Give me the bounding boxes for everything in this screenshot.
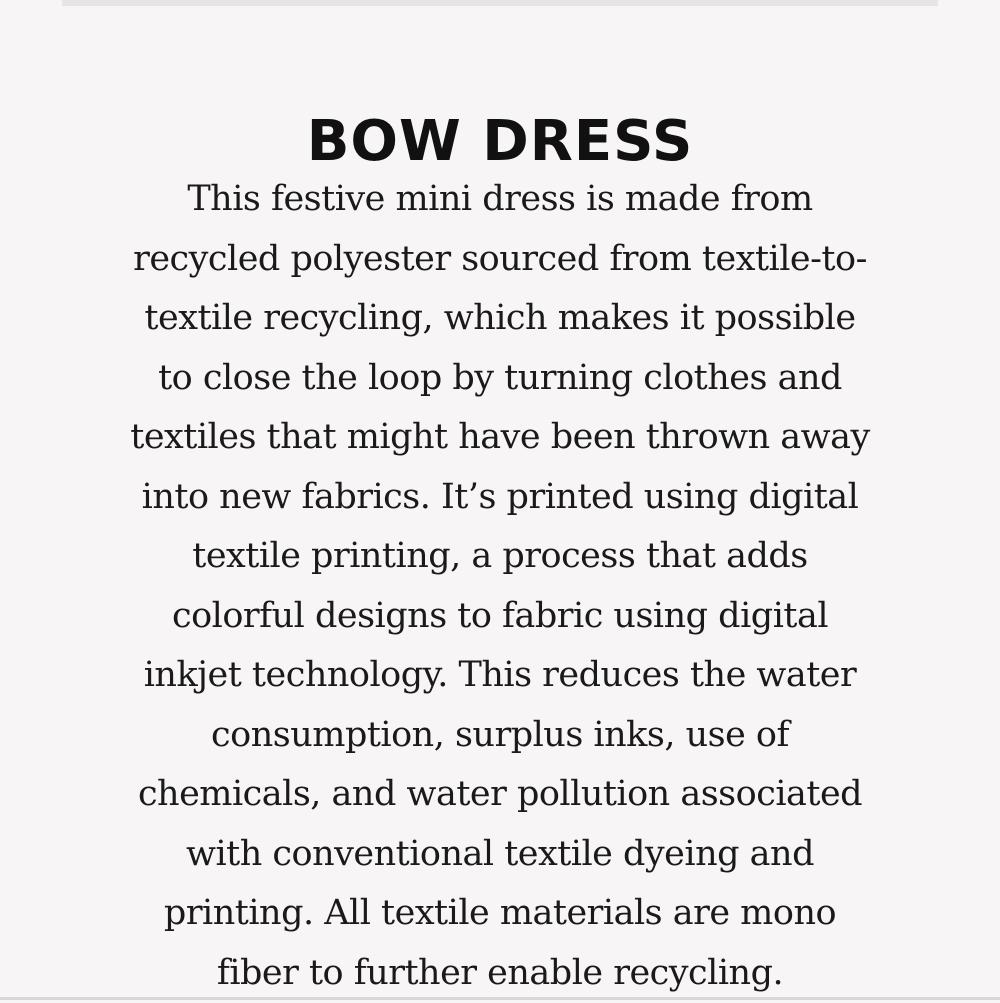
description-line: consumption, surplus inks, use of (100, 706, 900, 766)
description-line: with conventional textile dyeing and (100, 825, 900, 885)
description-line: fiber to further enable recycling. (100, 944, 900, 1003)
description-line: chemicals, and water pollution associated (100, 765, 900, 825)
description-line: printing. All textile materials are mono (100, 884, 900, 944)
description-line: textile printing, a process that adds (100, 527, 900, 587)
product-title: BOW DRESS (0, 110, 1000, 174)
description-line: This festive mini dress is made from (100, 170, 900, 230)
description-line: colorful designs to fabric using digital (100, 587, 900, 647)
description-line: to close the loop by turning clothes and (100, 349, 900, 409)
description-line: textiles that might have been thrown away (100, 408, 900, 468)
description-line: inkjet technology. This reduces the water (100, 646, 900, 706)
description-line: into new fabrics. It’s printed using digital (100, 468, 900, 528)
description-line: recycled polyester sourced from textile-to- (100, 230, 900, 290)
product-description (100, 170, 900, 1003)
description-line: textile recycling, which makes it possible (100, 289, 900, 349)
